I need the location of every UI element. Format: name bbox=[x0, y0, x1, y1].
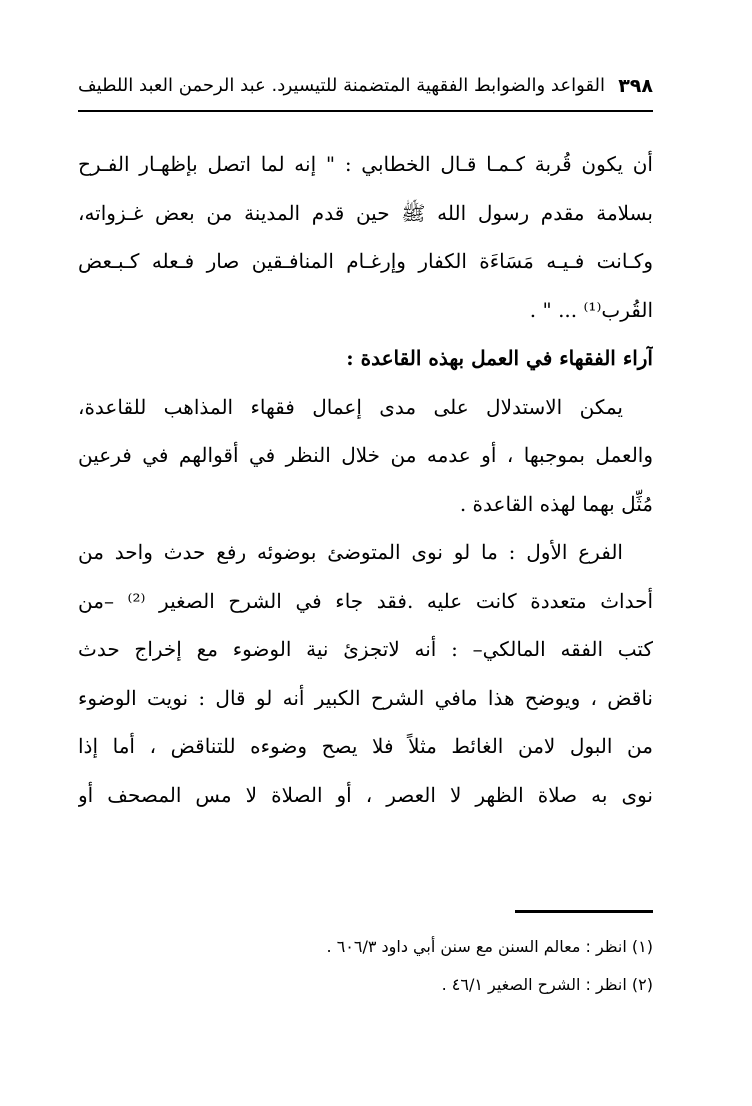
text-line: أحداث متعددة كانت عليه .فقد جاء في الشرح الصغير ⁽²⁾ –من bbox=[78, 588, 653, 613]
body-text bbox=[78, 140, 653, 819]
header-rule bbox=[78, 110, 653, 112]
text-line: القُرب⁽¹⁾ ... " . bbox=[529, 297, 653, 322]
section-heading: آراء الفقهاء في العمل بهذه القاعدة : bbox=[346, 346, 653, 370]
text-line: وكـانت فـيـه مَسَاءَة الكفار وإرغـام المنافـقين صار فـعله كـبـعض bbox=[78, 249, 653, 273]
footnote-2: (٢) انظر : الشرح الصغير ٤٦/١ . bbox=[441, 975, 653, 994]
footnote-rule bbox=[515, 910, 653, 913]
text-line: مُثِّل بهما لهذه القاعدة . bbox=[459, 491, 653, 516]
text-line: ناقض ، ويوضح هذا مافي الشرح الكبير أنه لو قال : نويت الوضوء bbox=[78, 685, 653, 710]
footnotes bbox=[78, 928, 653, 1004]
text-line: نوى به صلاة الظهر لا العصر ، أو الصلاة لا مس المصحف أو bbox=[78, 782, 653, 807]
text-line: والعمل بموجبها ، أو عدمه من خلال النظر في أقوالهم في فرعين bbox=[78, 443, 653, 467]
book-title: القواعد والضوابط الفقهية المتضمنة للتيسير bbox=[283, 75, 605, 96]
page-number: ٣٩٨ bbox=[618, 75, 653, 97]
text-line: الفرع الأول : ما لو نوى المتوضئ بوضوئه رفع حدث واحد من bbox=[78, 540, 623, 564]
text-line: أن يكون قُربة كـمـا قـال الخطابي : " إنه لما اتصل بإظهـار الفـرح bbox=[78, 152, 653, 176]
author-name: د. عبد الرحمن العبد اللطيف bbox=[78, 75, 286, 96]
running-header bbox=[78, 70, 653, 102]
text-line: بسلامة مقدم رسول الله ﷺ حين قدم المدينة من بعض غـزواته، bbox=[78, 200, 653, 225]
text-line: كتب الفقه المالكي– : أنه لاتجزئ نية الوضوء مع إخراج حدث bbox=[78, 637, 653, 661]
footnote-1: (١) انظر : معالم السنن مع سنن أبي داود ٦٠٦/٣ . bbox=[326, 937, 653, 956]
text-line: يمكن الاستدلال على مدى إعمال فقهاء المذاهب للقاعدة، bbox=[78, 394, 623, 419]
text-line: من البول لامن الغائط مثلاً فلا يصح وضوءه للتناقض ، أما إذا bbox=[78, 734, 653, 758]
